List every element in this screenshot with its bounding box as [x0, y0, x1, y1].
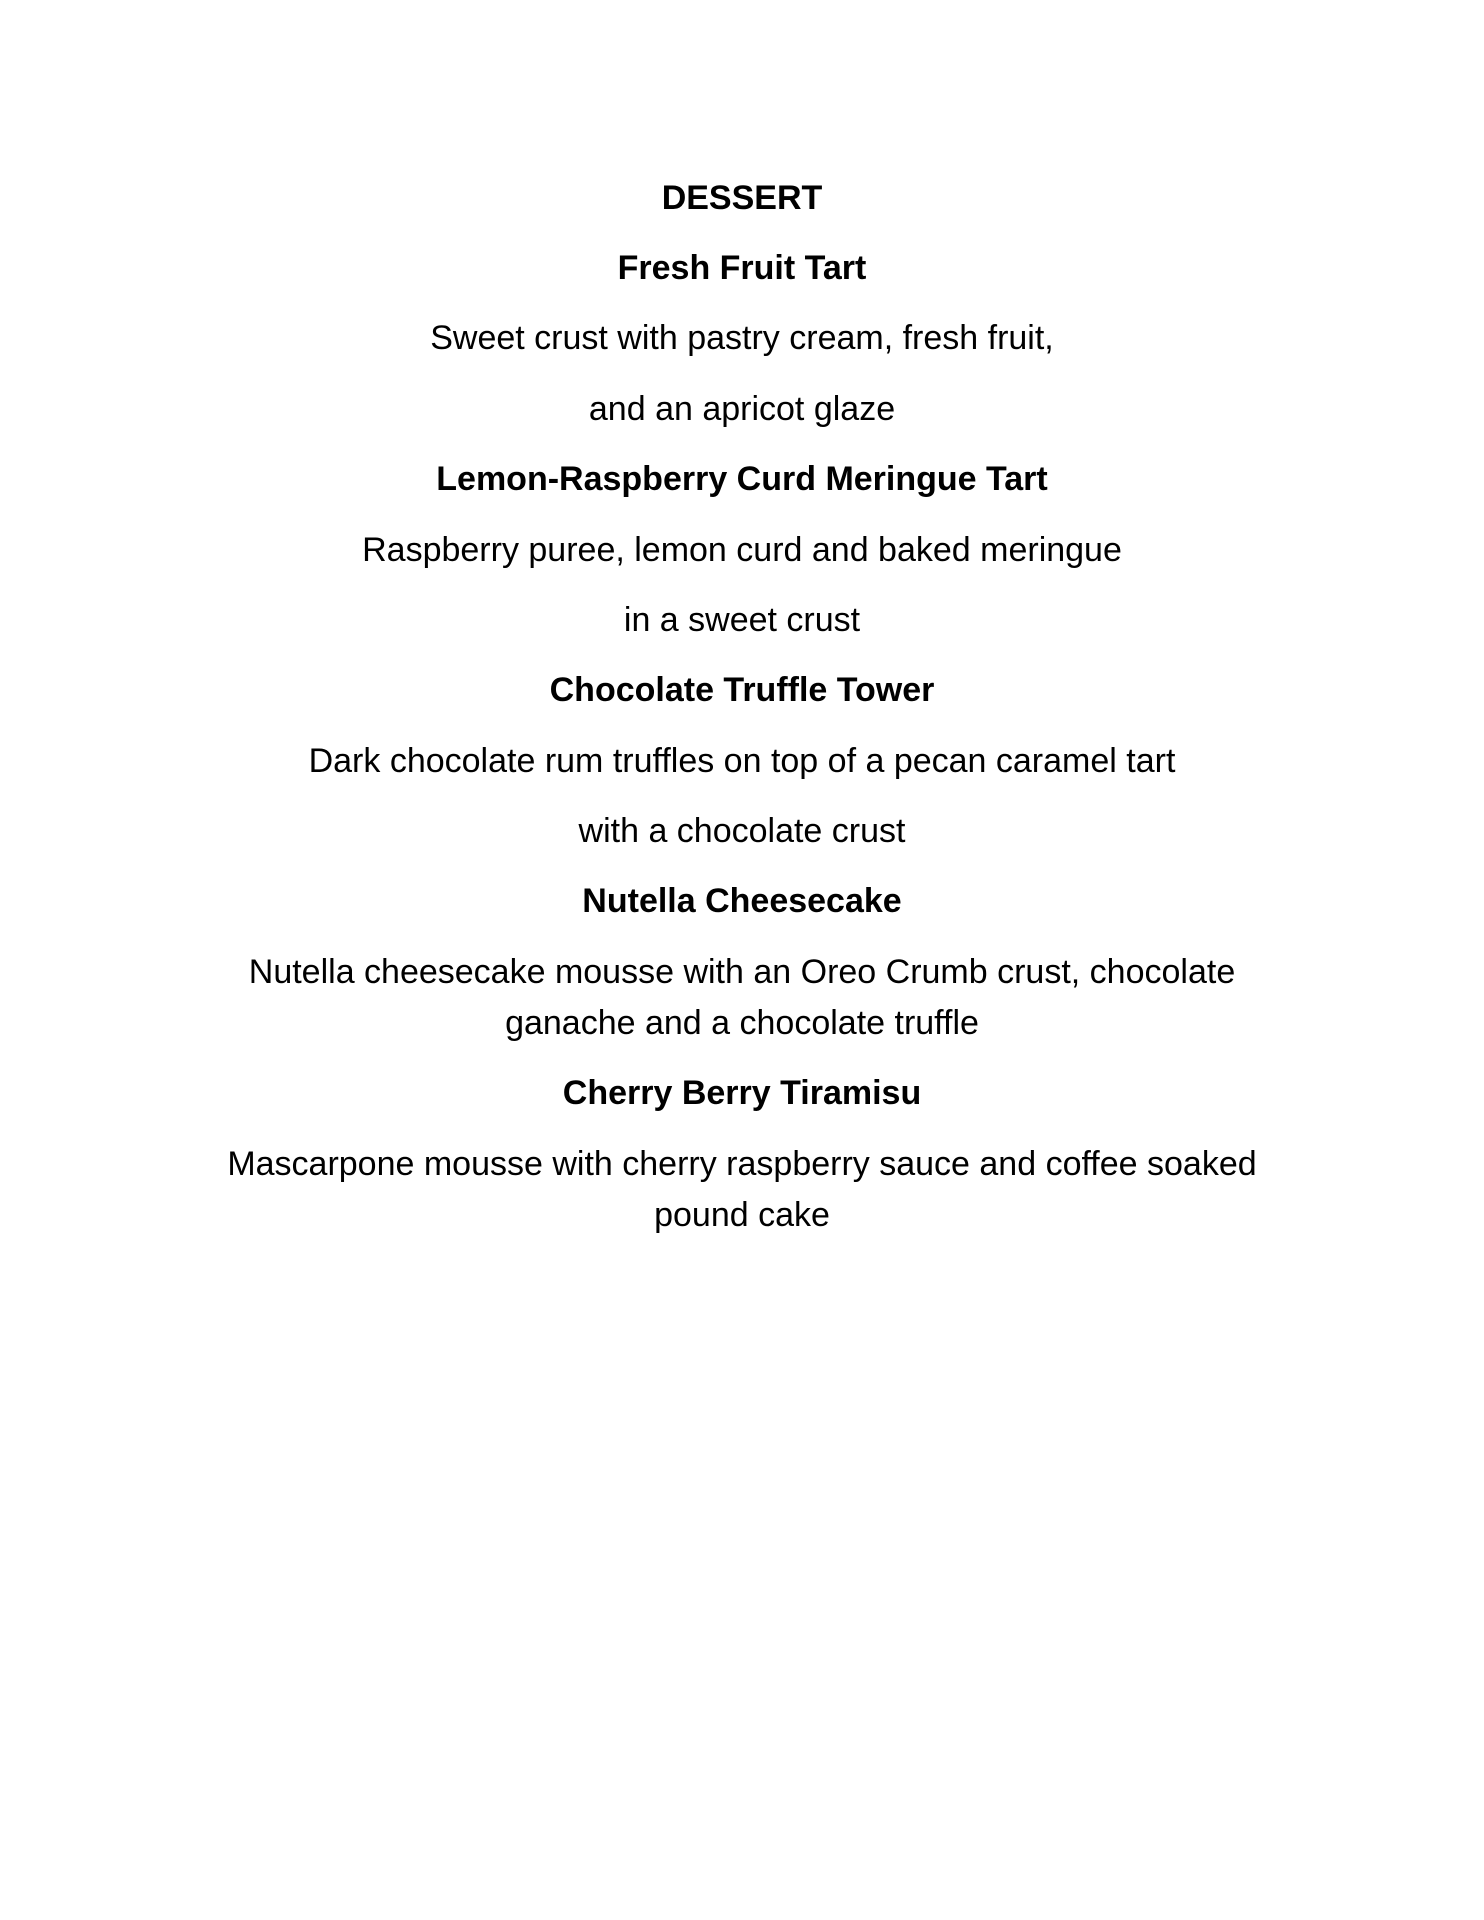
dessert-description: Dark chocolate rum truffles on top of a pecan caramel tart: [308, 742, 1176, 780]
dessert-description: with a chocolate crust: [578, 812, 906, 850]
dessert-description: Mascarpone mousse with cherry raspberry sauce and coffee soaked: [227, 1145, 1257, 1183]
dessert-name: Cherry Berry Tiramisu: [562, 1074, 922, 1112]
dessert-description: ganache and a chocolate truffle: [505, 1004, 979, 1042]
dessert-description: in a sweet crust: [623, 601, 861, 639]
dessert-description: Sweet crust with pastry cream, fresh fruit,: [430, 319, 1054, 357]
dessert-description: pound cake: [654, 1196, 830, 1234]
dessert-name: Chocolate Truffle Tower: [549, 671, 935, 709]
dessert-description: Nutella cheesecake mousse with an Oreo Crumb crust, chocolate: [248, 953, 1236, 991]
dessert-description: Raspberry puree, lemon curd and baked meringue: [362, 531, 1122, 569]
dessert-name: Nutella Cheesecake: [582, 882, 902, 920]
menu-heading: DESSERT: [661, 179, 823, 217]
dessert-name: Lemon-Raspberry Curd Meringue Tart: [436, 460, 1048, 498]
dessert-name: Fresh Fruit Tart: [617, 249, 867, 287]
dessert-description: and an apricot glaze: [588, 390, 896, 428]
